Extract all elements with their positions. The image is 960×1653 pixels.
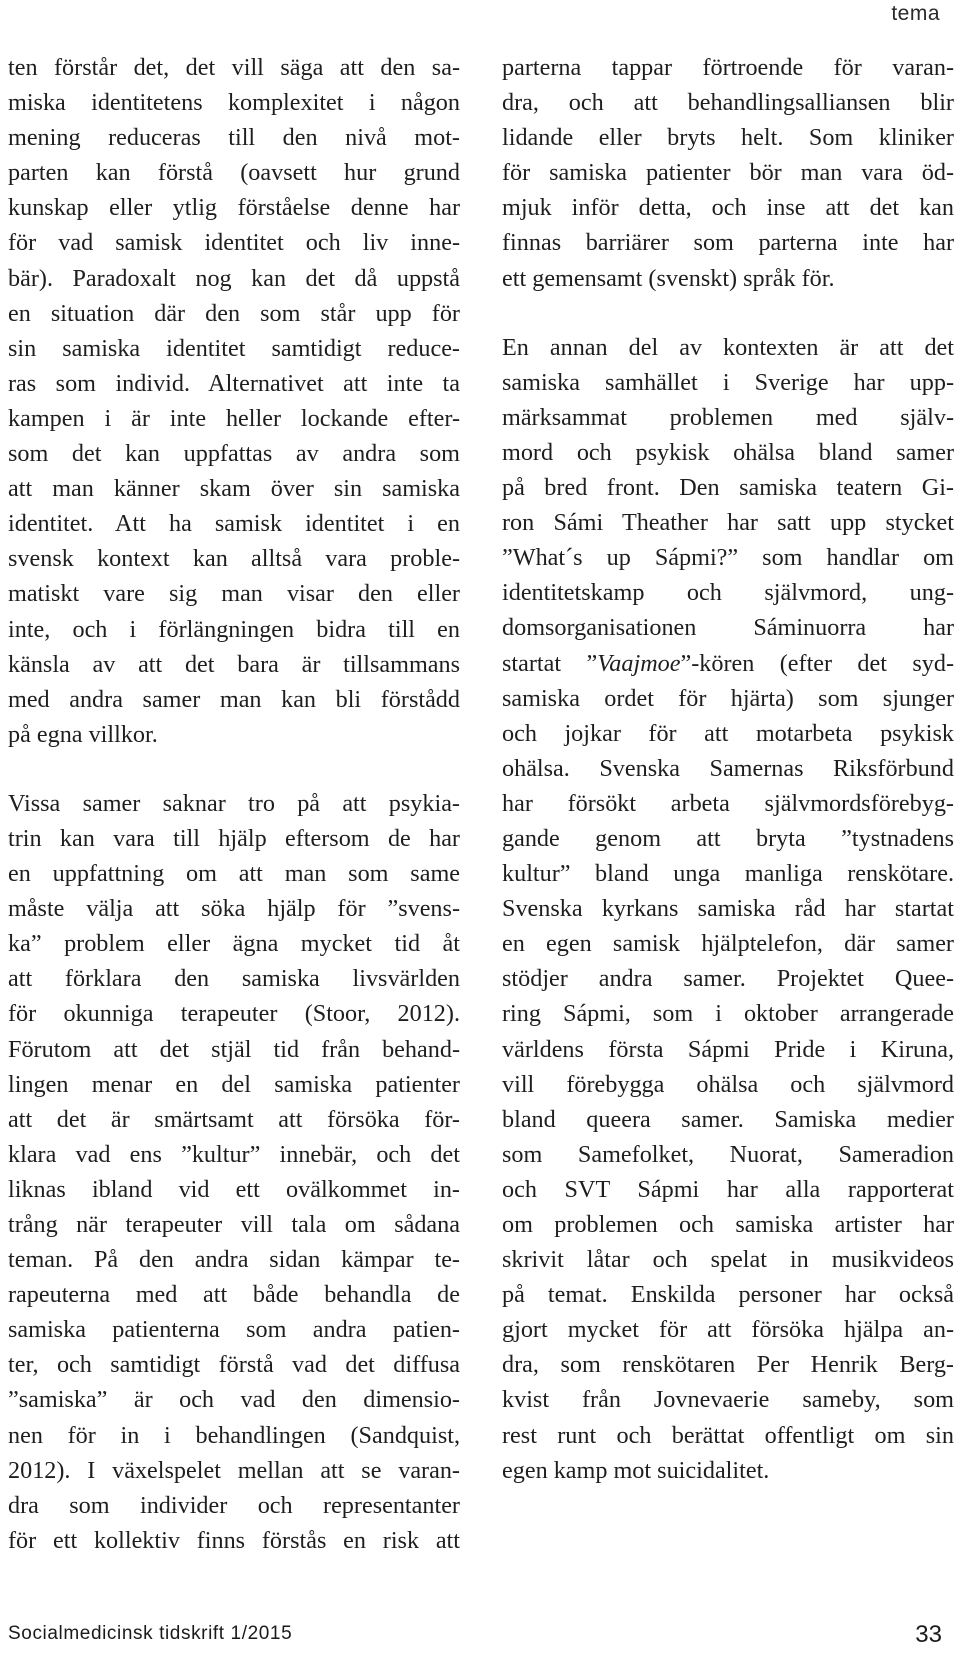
text-line: ohälsa. Svenska Samernas Riksförbund <box>502 754 954 782</box>
text-line: för samiska patienter bör man vara öd- <box>502 159 954 187</box>
text-line: miska identitetens komplexitet i någon <box>8 89 460 117</box>
text-line: ka” problem eller ägna mycket tid åt <box>8 930 460 958</box>
text-line: matiskt vare sig man visar den eller <box>8 580 460 608</box>
text-fragment: ”-kören (efter det syd- <box>680 649 954 677</box>
text-line: gande genom att bryta ”tystnadens <box>502 824 954 852</box>
section-label: tema <box>891 2 940 25</box>
journal-title: Socialmedicinsk tidskrift 1/2015 <box>8 1623 293 1644</box>
text-line: ron Sámi Theather har satt upp stycket <box>502 509 954 537</box>
text-line: dra, som renskötaren Per Henrik Berg- <box>502 1351 954 1379</box>
text-line: klara vad ens ”kultur” innebär, och det <box>8 1140 460 1168</box>
text-line: bland queera samer. Samiska medier <box>502 1105 954 1133</box>
text-line: ten förstår det, det vill säga att den sa- <box>8 54 460 81</box>
text-line: gjort mycket för att försöka hjälpa an- <box>502 1316 954 1344</box>
text-line: har försökt arbeta självmordsförebyg- <box>502 789 954 817</box>
text-line: ring Sápmi, som i oktober arrangerade <box>502 1000 954 1028</box>
text-line: sin samiska identitet samtidigt reduce- <box>8 334 460 362</box>
text-line: kvist från Jovnevaerie sameby, som <box>502 1386 954 1414</box>
text-line: på temat. Enskilda personer har också <box>502 1281 954 1309</box>
text-line: och SVT Sápmi har alla rapporterat <box>502 1175 954 1203</box>
paragraph-spacer <box>502 296 954 330</box>
text-line-with-italic <box>502 646 954 681</box>
text-line: Förutom att det stjäl tid från behand- <box>8 1035 460 1063</box>
text-line: mening reduceras till den nivå mot- <box>8 124 460 152</box>
italic-title: Vaajmoe <box>597 649 681 677</box>
text-line: teman. På den andra sidan kämpar te- <box>8 1246 460 1274</box>
text-line: som det kan uppfattas av andra som <box>8 440 460 468</box>
text-line: lidande eller bryts helt. Som kliniker <box>502 124 954 152</box>
text-fragment: startat ” <box>502 649 598 677</box>
text-line: kultur” bland unga manliga renskötare. <box>502 860 954 888</box>
text-line: världens första Sápmi Pride i Kiruna, <box>502 1035 954 1063</box>
text-line: om problemen och samiska artister har <box>502 1211 954 1238</box>
text-line: en egen samisk hjälptelefon, där samer <box>502 930 954 958</box>
text-line: lingen menar en del samiska patienter <box>8 1070 460 1098</box>
text-line: trång när terapeuter vill tala om sådana <box>8 1211 460 1238</box>
text-line: ”What´s up Sápmi?” som handlar om <box>502 544 954 572</box>
text-line: för vad samisk identitet och liv inne- <box>8 229 460 257</box>
text-line: ”samiska” är och vad den dimensio- <box>8 1386 460 1414</box>
text-line: rest runt och berättat offentligt om sin <box>502 1421 954 1449</box>
text-line: trin kan vara till hjälp eftersom de har <box>8 824 460 852</box>
text-line: att förklara den samiska livsvärlden <box>8 965 460 993</box>
text-line: att det är smärtsamt att försöka för- <box>8 1105 460 1133</box>
text-line: märksammat problemen med själv- <box>502 403 954 431</box>
text-line: finnas barriärer som parterna inte har <box>502 229 954 257</box>
text-line: på egna villkor. <box>8 720 158 748</box>
text-line: samiska ordet för hjärta) som sjunger <box>502 684 954 712</box>
text-line: en situation där den som står upp för <box>8 299 460 327</box>
text-line: samiska samhället i Sverige har upp- <box>502 368 954 396</box>
text-line: En annan del av kontexten är att det <box>502 333 954 361</box>
paragraph <box>502 50 954 296</box>
text-line: en uppfattning om att man som same <box>8 860 460 888</box>
text-line: dra, och att behandlingsalliansen blir <box>502 89 954 117</box>
text-line: på bred front. Den samiska teatern Gi- <box>502 474 954 502</box>
text-line: ras som individ. Alternativet att inte ta <box>8 369 460 397</box>
text-line: parten kan förstå (oavsett hur grund <box>8 159 460 187</box>
text-line: identitetskamp och självmord, ung- <box>502 579 954 607</box>
text-line: ter, och samtidigt förstå vad det diffusa <box>8 1351 460 1379</box>
text-line: svensk kontext kan alltså vara proble- <box>8 545 460 573</box>
text-line: domsorganisationen Sáminuorra har <box>502 614 954 642</box>
right-column <box>502 50 954 1488</box>
text-line: och jojkar för att motarbeta psykisk <box>502 719 954 747</box>
text-line: känsla av att det bara är tillsammans <box>8 650 460 678</box>
text-line: vill förebygga ohälsa och självmord <box>502 1070 954 1098</box>
text-line: med andra samer man kan bli förstådd <box>8 685 460 713</box>
text-line: Svenska kyrkans samiska råd har startat <box>502 895 954 923</box>
text-line: att man känner skam över sin samiska <box>8 475 460 503</box>
text-line: för okunniga terapeuter (Stoor, 2012). <box>8 1000 460 1028</box>
text-line: 2012). I växelspelet mellan att se varan- <box>8 1456 460 1484</box>
text-line: samiska patienterna som andra patien- <box>8 1316 460 1344</box>
paragraph <box>8 786 460 1558</box>
text-line: som Samefolket, Nuorat, Sameradion <box>502 1140 954 1168</box>
text-line: mjuk inför detta, och inse att det kan <box>502 194 954 222</box>
text-line: måste välja att söka hjälp för ”svens- <box>8 895 460 923</box>
text-line: rapeuterna med att både behandla de <box>8 1281 460 1309</box>
text-line: nen för in i behandlingen (Sandquist, <box>8 1421 460 1449</box>
text-line: inte, och i förlängningen bidra till en <box>8 615 460 643</box>
text-line: för ett kollektiv finns förstås en risk att <box>8 1526 460 1554</box>
text-line: liknas ibland vid ett ovälkommet in- <box>8 1175 460 1203</box>
text-line: ett gemensamt (svenskt) språk för. <box>502 264 835 292</box>
text-line: Vissa samer saknar tro på att psykia- <box>8 789 460 817</box>
text-line: egen kamp mot suicidalitet. <box>502 1456 770 1484</box>
paragraph <box>8 50 460 752</box>
text-line: stödjer andra samer. Projektet Quee- <box>502 965 954 993</box>
text-line: parterna tappar förtroende för varan- <box>502 54 954 81</box>
text-line: kampen i är inte heller lockande efter- <box>8 404 460 432</box>
text-line: kunskap eller ytlig förståelse denne har <box>8 194 460 222</box>
text-line: identitet. Att ha samisk identitet i en <box>8 510 460 538</box>
page-number: 33 <box>915 1621 942 1648</box>
text-line: skrivit låtar och spelat in musikvideos <box>502 1246 954 1274</box>
left-column <box>8 50 460 1558</box>
text-line: dra som individer och representanter <box>8 1491 460 1519</box>
text-line: bär). Paradoxalt nog kan det då uppstå <box>8 264 460 292</box>
paragraph <box>502 330 954 1488</box>
text-line: mord och psykisk ohälsa bland samer <box>502 438 954 466</box>
paragraph-spacer <box>8 752 460 786</box>
